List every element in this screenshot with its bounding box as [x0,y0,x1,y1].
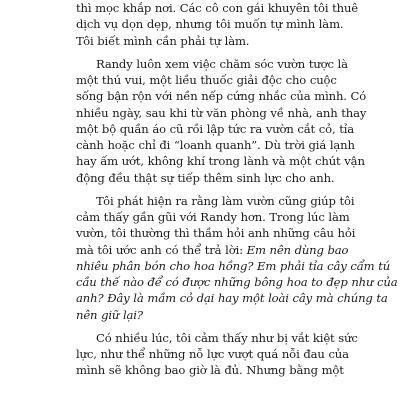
text-run: một bộ quần áo cũ rồi lập tức ra vườn cắt cỏ, tỉa [76,121,355,136]
text-run: mà tôi ước anh có thể trả lời: [76,242,247,257]
text-line [76,153,366,169]
text-line [76,258,391,274]
text-line [76,105,366,121]
text-run: cành hoặc chỉ đi “loanh quanh”. Dù trời giá lạnh [76,138,355,152]
text-line [76,137,366,153]
text-line [76,242,366,258]
text-run: Có nhiều lúc, tôi cảm thấy như bị vắt kiệt sức [96,330,358,345]
text-run: cảm thấy gần gũi với Randy hơn. Trong lúc làm [76,210,350,224]
text-line [76,33,366,49]
text-run: động đều thật sự tiếp thêm sinh lực cho anh. [76,170,335,185]
italic-text-run: Em nên dùng bao [246,242,349,257]
text-line [76,274,398,290]
text-run: Randy luôn xem việc chăm sóc vườn tược là [96,56,348,71]
text-line [76,346,366,362]
text-run: một thú vui, một liều thuốc giải độc cho cuộc [76,73,337,87]
paragraph [76,193,398,323]
text-line [76,72,366,88]
text-line [76,56,366,72]
text-line [76,330,366,346]
body-text [76,0,398,379]
text-run: vườn, tôi thường thì thầm hỏi anh những câu hỏi [76,226,356,241]
text-run: Tôi phát hiện ra rằng làm vườn cũng giúp tôi [96,193,355,208]
text-run: nhiều ngày, sau khi từ văn phòng về nhà, anh thay [76,105,367,120]
text-line [76,307,366,323]
text-run: thì mọc khắp nơi. Các cô con gái khuyên tôi thuê [76,1,358,15]
text-run: mình sẽ không bao giờ là đủ. Nhưng bằng một [76,363,344,378]
text-run: hay ấm ướt, không khí trong lành và một chút vận [76,154,365,169]
paragraph [76,0,366,49]
italic-text-run: anh? Đây là mầm cỏ dại hay một loài cây mà chúng ta [76,291,388,306]
italic-text-run: nhiêu phân bón cho hoa hồng? Em phải tỉa cây cẩm tú [76,258,391,273]
paragraph [76,330,366,379]
text-line [76,121,366,137]
paragraph [76,56,366,186]
text-line [76,362,366,378]
text-run: dịch vụ dọn dẹp, nhưng tôi muốn tự mình làm. [76,17,344,32]
italic-text-run: nên giữ lại? [76,307,143,322]
text-line [76,209,366,225]
text-line [76,0,366,16]
text-line [76,16,366,32]
text-run: Tôi biết mình cần phải tự làm. [76,33,250,48]
text-line [76,88,366,104]
text-run: sống bận rộn với nền nếp cứng nhắc của mình. Có [76,89,367,104]
text-run: lực, như thể những nỗ lực vượt quá nỗi đau của [76,347,349,361]
text-line [76,225,366,241]
text-line [76,170,366,186]
text-line [76,193,366,209]
text-line [76,290,388,306]
italic-text-run: cầu thế nào để có được những bông hoa to đẹp như của [76,275,398,289]
